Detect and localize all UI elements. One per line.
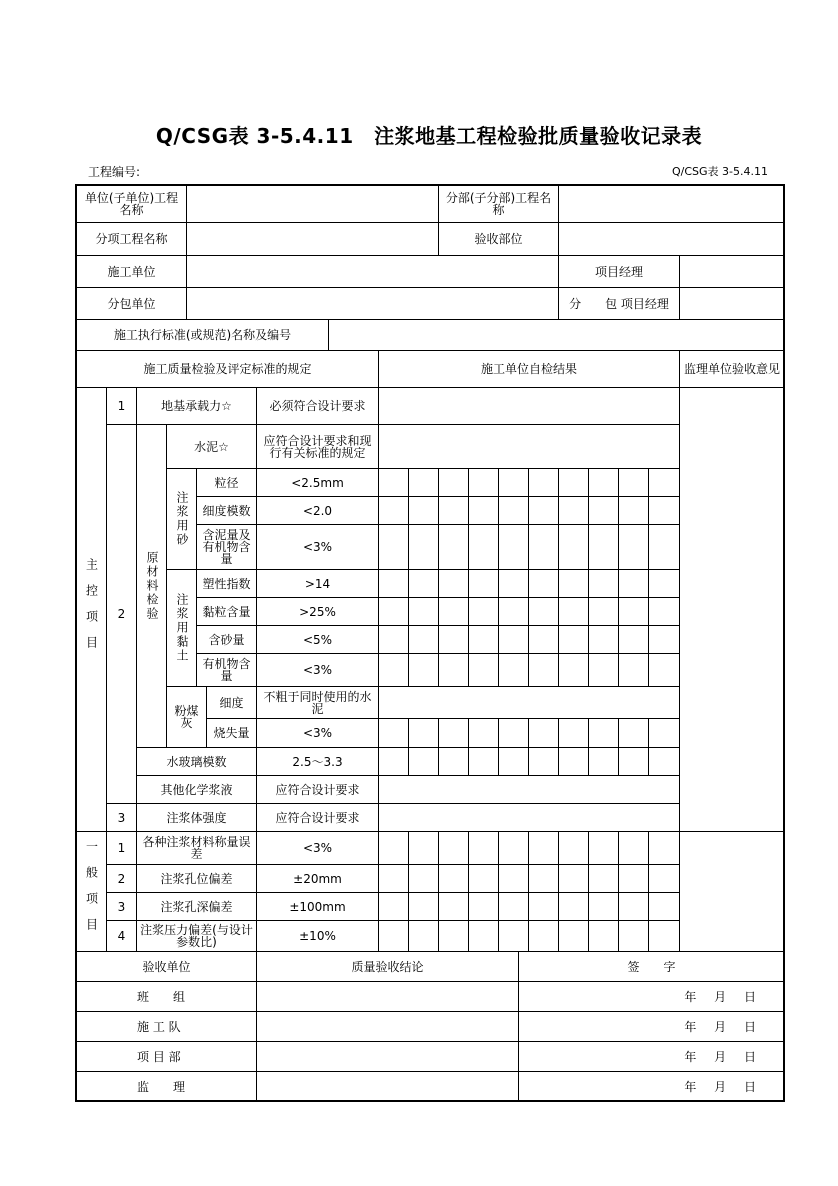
self-check-cell-organic[interactable]	[528, 653, 559, 687]
self-check-cell-glass[interactable]	[438, 747, 469, 776]
item-number: 2	[106, 424, 137, 804]
self-check-cell-grain[interactable]	[648, 468, 680, 497]
self-check-cell-mud[interactable]	[438, 524, 469, 570]
self-check-column-header: 施工单位自检结果	[378, 350, 680, 388]
self-check-cell[interactable]	[378, 424, 680, 469]
self-check-cell-grain[interactable]	[588, 468, 619, 497]
self-check-cell-loss[interactable]	[588, 718, 619, 748]
signoff-unit-header: 验收单位	[76, 951, 257, 982]
item-requirement: ±10%	[256, 920, 379, 952]
signoff-row-label: 监 理	[76, 1071, 257, 1102]
self-check-cell-general-1[interactable]	[648, 864, 680, 893]
self-check-cell-plasticity[interactable]	[468, 569, 499, 598]
item-number: 3	[106, 803, 137, 832]
item-cement: 水泥☆	[166, 424, 257, 469]
signoff-row-label: 项 目 部	[76, 1041, 257, 1072]
self-check-cell-fineness_mod[interactable]	[378, 496, 409, 525]
item-requirement: <5%	[256, 625, 379, 654]
acceptance-part-field[interactable]	[558, 222, 785, 256]
self-check-cell-general-1[interactable]	[558, 864, 589, 893]
self-check-cell-grain[interactable]	[618, 468, 649, 497]
self-check-cell-grain[interactable]	[528, 468, 559, 497]
self-check-cell-general-2[interactable]	[528, 892, 559, 921]
signoff-conclusion-field[interactable]	[256, 1041, 519, 1072]
self-check-cell-glass[interactable]	[378, 747, 409, 776]
self-check-cell-general-2[interactable]	[558, 892, 589, 921]
signoff-date[interactable]: 年 月 日	[518, 1071, 785, 1102]
self-check-cell-general-3[interactable]	[438, 920, 469, 952]
self-check-cell-glass[interactable]	[468, 747, 499, 776]
self-check-cell-fineness_mod[interactable]	[558, 496, 589, 525]
self-check-cell-general-0[interactable]	[618, 831, 649, 865]
sand-label: 注浆用砂	[166, 468, 197, 570]
self-check-cell-general-0[interactable]	[408, 831, 439, 865]
self-check-cell-sand_content[interactable]	[438, 625, 469, 654]
construction-unit-field[interactable]	[186, 255, 559, 288]
self-check-cell-plasticity[interactable]	[408, 569, 439, 598]
self-check-cell-grain[interactable]	[498, 468, 529, 497]
item-requirement: <2.0	[256, 496, 379, 525]
form-code: Q/CSG表 3-5.4.11	[671, 165, 768, 178]
construction-unit-label: 施工单位	[76, 255, 187, 288]
self-check-cell-glass[interactable]	[618, 747, 649, 776]
item-number: 1	[106, 387, 137, 425]
self-check-cell-glass[interactable]	[588, 747, 619, 776]
self-check-cell-general-0[interactable]	[378, 831, 409, 865]
item-loss: 烧失量	[206, 718, 257, 748]
materials-label: 原材料检验	[136, 424, 167, 748]
item-chemical: 其他化学浆液	[136, 775, 257, 804]
self-check-cell-organic[interactable]	[378, 653, 409, 687]
self-check-cell-mud[interactable]	[648, 524, 680, 570]
self-check-cell-plasticity[interactable]	[438, 569, 469, 598]
signoff-conclusion-header: 质量验收结论	[256, 951, 519, 982]
self-check-cell-general-1[interactable]	[528, 864, 559, 893]
general-items-label: 一般项目	[76, 831, 107, 952]
item-requirement: <2.5mm	[256, 468, 379, 497]
self-check-cell-general-1[interactable]	[498, 864, 529, 893]
self-check-cell-general-3[interactable]	[618, 920, 649, 952]
item-requirement: 不粗于同时使用的水泥	[256, 686, 379, 719]
subcontract-unit-field[interactable]	[186, 287, 559, 320]
self-check-cell-fineness_mod[interactable]	[498, 496, 529, 525]
item-requirement: <3%	[256, 831, 379, 865]
self-check-cell-fineness_mod[interactable]	[468, 496, 499, 525]
spec-column-header: 施工质量检验及评定标准的规定	[76, 350, 379, 388]
item-requirement: >14	[256, 569, 379, 598]
self-check-cell-general-1[interactable]	[408, 864, 439, 893]
self-check-cell-general-0[interactable]	[468, 831, 499, 865]
signoff-conclusion-field[interactable]	[256, 981, 519, 1012]
self-check-cell-clay_content[interactable]	[528, 597, 559, 626]
self-check-cell-general-2[interactable]	[648, 892, 680, 921]
subcontract-manager-label: 分 包 项目经理	[558, 287, 680, 320]
self-check-cell-grain[interactable]	[378, 468, 409, 497]
self-check-cell-mud[interactable]	[498, 524, 529, 570]
self-check-cell-loss[interactable]	[618, 718, 649, 748]
signoff-conclusion-field[interactable]	[256, 1071, 519, 1102]
supervision-opinion-main[interactable]	[679, 387, 785, 832]
self-check-cell-loss[interactable]	[378, 718, 409, 748]
self-check-cell-general-2[interactable]	[498, 892, 529, 921]
self-check-cell-fineness_mod[interactable]	[618, 496, 649, 525]
main-items-label: 主控项目	[76, 387, 107, 832]
self-check-cell-general-2[interactable]	[438, 892, 469, 921]
item-fineness_mod: 细度模数	[196, 496, 257, 525]
self-check-cell-general-0[interactable]	[498, 831, 529, 865]
self-check-cell-clay_content[interactable]	[378, 597, 409, 626]
item-plasticity: 塑性指数	[196, 569, 257, 598]
self-check-cell-sand_content[interactable]	[378, 625, 409, 654]
self-check-cell-general-2[interactable]	[618, 892, 649, 921]
self-check-cell-sand_content[interactable]	[618, 625, 649, 654]
signoff-date[interactable]: 年 月 日	[518, 1041, 785, 1072]
self-check-cell-plasticity[interactable]	[648, 569, 680, 598]
self-check-cell-clay_content[interactable]	[618, 597, 649, 626]
self-check-cell-glass[interactable]	[528, 747, 559, 776]
self-check-cell-mud[interactable]	[588, 524, 619, 570]
self-check-cell-mud[interactable]	[528, 524, 559, 570]
item-number: 2	[106, 864, 137, 893]
self-check-cell-general-1[interactable]	[378, 864, 409, 893]
self-check-cell[interactable]	[378, 803, 680, 832]
acceptance-part-label: 验收部位	[438, 222, 559, 256]
self-check-cell-plasticity[interactable]	[618, 569, 649, 598]
self-check-cell-general-1[interactable]	[438, 864, 469, 893]
self-check-cell-general-2[interactable]	[378, 892, 409, 921]
self-check-cell-general-3[interactable]	[498, 920, 529, 952]
item-glass: 水玻璃模数	[136, 747, 257, 776]
self-check-cell-general-3[interactable]	[648, 920, 680, 952]
self-check-cell-general-3[interactable]	[558, 920, 589, 952]
self-check-cell-plasticity[interactable]	[498, 569, 529, 598]
self-check-cell-loss[interactable]	[558, 718, 589, 748]
signoff-row-label: 施 工 队	[76, 1011, 257, 1042]
self-check-cell-plasticity[interactable]	[378, 569, 409, 598]
self-check-cell-sand_content[interactable]	[648, 625, 680, 654]
self-check-cell-loss[interactable]	[648, 718, 680, 748]
self-check-cell-clay_content[interactable]	[558, 597, 589, 626]
unit-name-field[interactable]	[186, 185, 439, 223]
self-check-cell-general-2[interactable]	[588, 892, 619, 921]
general-item-name: 注浆孔位偏差	[136, 864, 257, 893]
item-number: 3	[106, 892, 137, 921]
self-check-cell-general-1[interactable]	[468, 864, 499, 893]
self-check-cell-clay_content[interactable]	[588, 597, 619, 626]
self-check-cell-general-3[interactable]	[528, 920, 559, 952]
self-check-cell-general-1[interactable]	[618, 864, 649, 893]
project-number-label: 工程编号:	[88, 165, 141, 179]
self-check-cell-fineness_mod[interactable]	[648, 496, 680, 525]
item-number: 1	[106, 831, 137, 865]
self-check-cell-fineness_mod[interactable]	[438, 496, 469, 525]
signoff-sign-header: 签 字	[518, 951, 785, 982]
self-check-cell-clay_content[interactable]	[408, 597, 439, 626]
item-requirement: <3%	[256, 653, 379, 687]
self-check-cell-loss[interactable]	[408, 718, 439, 748]
division-name-field[interactable]	[558, 185, 785, 223]
self-check-cell-general-0[interactable]	[528, 831, 559, 865]
self-check-cell-loss[interactable]	[468, 718, 499, 748]
self-check-cell-mud[interactable]	[378, 524, 409, 570]
item-bearing-capacity: 地基承载力☆	[136, 387, 257, 425]
subcontract-manager-field[interactable]	[679, 287, 785, 320]
item-mud: 含泥量及有机物含量	[196, 524, 257, 570]
self-check-cell[interactable]	[378, 686, 680, 719]
self-check-cell-clay_content[interactable]	[468, 597, 499, 626]
self-check-cell-sand_content[interactable]	[558, 625, 589, 654]
self-check-cell-clay_content[interactable]	[498, 597, 529, 626]
self-check-cell-general-3[interactable]	[408, 920, 439, 952]
clay-label: 注浆用黏土	[166, 569, 197, 687]
self-check-cell-sand_content[interactable]	[468, 625, 499, 654]
self-check-cell-glass[interactable]	[408, 747, 439, 776]
item-requirement: ±20mm	[256, 864, 379, 893]
division-name-label: 分部(子分部)工程名称	[438, 185, 559, 223]
self-check-cell-mud[interactable]	[618, 524, 649, 570]
self-check-cell-plasticity[interactable]	[558, 569, 589, 598]
supervision-opinion-general[interactable]	[679, 831, 785, 952]
self-check-cell-mud[interactable]	[408, 524, 439, 570]
signoff-date[interactable]: 年 月 日	[518, 1011, 785, 1042]
self-check-cell-organic[interactable]	[558, 653, 589, 687]
self-check-cell-organic[interactable]	[408, 653, 439, 687]
self-check-cell-sand_content[interactable]	[528, 625, 559, 654]
self-check-cell-plasticity[interactable]	[588, 569, 619, 598]
self-check-cell-mud[interactable]	[468, 524, 499, 570]
project-manager-label: 项目经理	[558, 255, 680, 288]
item-clay_content: 黏粒含量	[196, 597, 257, 626]
item-requirement: 应符合设计要求	[256, 775, 379, 804]
self-check-cell-general-3[interactable]	[468, 920, 499, 952]
self-check-cell-grain[interactable]	[408, 468, 439, 497]
self-check-cell-sand_content[interactable]	[498, 625, 529, 654]
self-check-cell-fineness_mod[interactable]	[408, 496, 439, 525]
item-requirement: <3%	[256, 524, 379, 570]
general-item-name: 注浆孔深偏差	[136, 892, 257, 921]
item-requirement: 应符合设计要求和现行有关标准的规定	[256, 424, 379, 469]
signoff-conclusion-field[interactable]	[256, 1011, 519, 1042]
self-check-cell[interactable]	[378, 775, 680, 804]
item-requirement: 应符合设计要求	[256, 803, 379, 832]
self-check-cell-general-2[interactable]	[468, 892, 499, 921]
self-check-cell-organic[interactable]	[438, 653, 469, 687]
self-check-cell-general-3[interactable]	[588, 920, 619, 952]
self-check-cell-loss[interactable]	[498, 718, 529, 748]
subcontract-unit-label: 分包单位	[76, 287, 187, 320]
self-check-cell-glass[interactable]	[558, 747, 589, 776]
self-check-cell-clay_content[interactable]	[648, 597, 680, 626]
flyash-label: 粉煤灰	[166, 686, 207, 748]
subitem-name-label: 分项工程名称	[76, 222, 187, 256]
self-check-cell-glass[interactable]	[498, 747, 529, 776]
self-check-cell-organic[interactable]	[588, 653, 619, 687]
self-check-cell-general-0[interactable]	[648, 831, 680, 865]
self-check-cell-organic[interactable]	[618, 653, 649, 687]
self-check-cell-organic[interactable]	[648, 653, 680, 687]
self-check-cell-organic[interactable]	[498, 653, 529, 687]
general-item-name: 注浆压力偏差(与设计参数比)	[136, 920, 257, 952]
signoff-row-label: 班 组	[76, 981, 257, 1012]
self-check-cell-sand_content[interactable]	[408, 625, 439, 654]
self-check-cell-general-3[interactable]	[378, 920, 409, 952]
self-check-cell-glass[interactable]	[648, 747, 680, 776]
item-requirement: >25%	[256, 597, 379, 626]
standard-label: 施工执行标准(或规范)名称及编号	[76, 319, 329, 351]
standard-field[interactable]	[328, 319, 785, 351]
item-organic: 有机物含量	[196, 653, 257, 687]
item-requirement: 必须符合设计要求	[256, 387, 379, 425]
self-check-cell-loss[interactable]	[528, 718, 559, 748]
self-check-cell-fineness_mod[interactable]	[588, 496, 619, 525]
item-sand_content: 含砂量	[196, 625, 257, 654]
page-title: Q/CSG表 3-5.4.11 注浆地基工程检验批质量验收记录表	[155, 124, 703, 148]
subitem-name-field[interactable]	[186, 222, 439, 256]
self-check-cell-grain[interactable]	[468, 468, 499, 497]
self-check-cell-general-0[interactable]	[558, 831, 589, 865]
item-strength: 注浆体强度	[136, 803, 257, 832]
item-number: 4	[106, 920, 137, 952]
self-check-cell-sand_content[interactable]	[588, 625, 619, 654]
self-check-cell-mud[interactable]	[558, 524, 589, 570]
item-requirement: 2.5～3.3	[256, 747, 379, 776]
general-item-name: 各种注浆材料称量误差	[136, 831, 257, 865]
self-check-cell-plasticity[interactable]	[528, 569, 559, 598]
self-check-cell-organic[interactable]	[468, 653, 499, 687]
item-requirement: ±100mm	[256, 892, 379, 921]
self-check-cell-grain[interactable]	[438, 468, 469, 497]
item-fineness: 细度	[206, 686, 257, 719]
self-check-cell-general-0[interactable]	[588, 831, 619, 865]
unit-name-label: 单位(子单位)工程名称	[76, 185, 187, 223]
supervision-column-header: 监理单位验收意见	[679, 350, 785, 388]
project-manager-field[interactable]	[679, 255, 785, 288]
self-check-cell-loss[interactable]	[438, 718, 469, 748]
self-check-cell-general-0[interactable]	[438, 831, 469, 865]
item-grain: 粒径	[196, 468, 257, 497]
self-check-cell-clay_content[interactable]	[438, 597, 469, 626]
self-check-cell-general-2[interactable]	[408, 892, 439, 921]
self-check-cell-general-1[interactable]	[588, 864, 619, 893]
item-requirement: <3%	[256, 718, 379, 748]
self-check-cell-grain[interactable]	[558, 468, 589, 497]
signoff-date[interactable]: 年 月 日	[518, 981, 785, 1012]
self-check-cell-fineness_mod[interactable]	[528, 496, 559, 525]
self-check-cell[interactable]	[378, 387, 680, 425]
